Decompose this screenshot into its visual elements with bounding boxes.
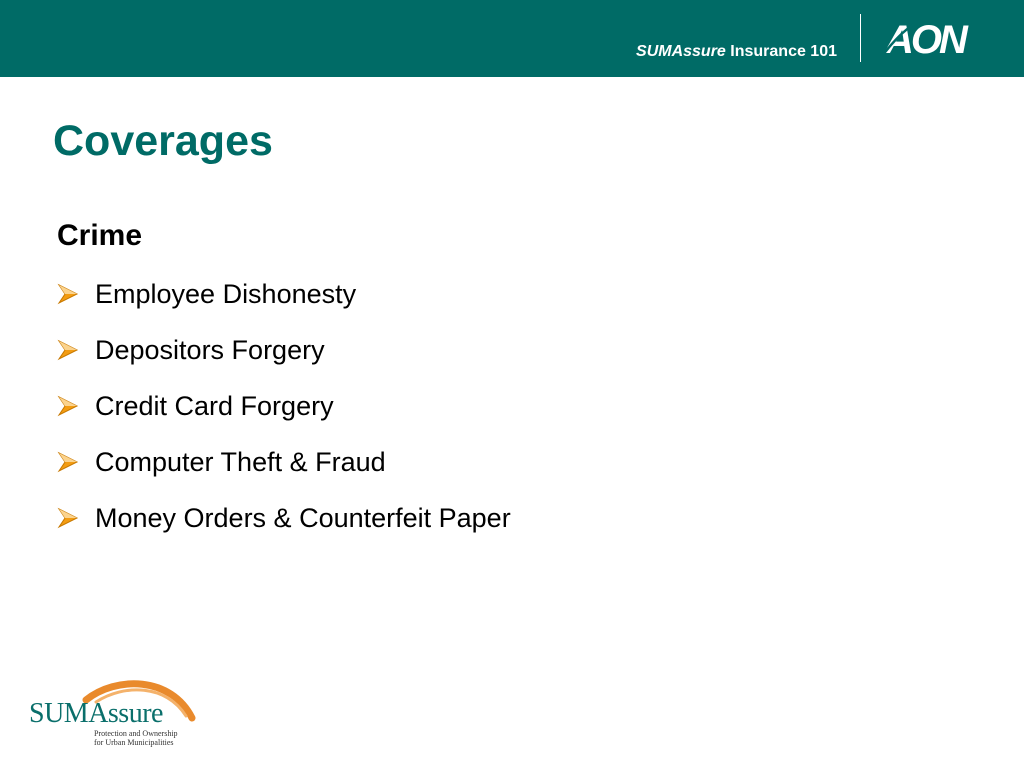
page-title: Coverages xyxy=(53,117,273,165)
bullet-text: Money Orders & Counterfeit Paper xyxy=(95,503,511,533)
sumassure-logo xyxy=(26,678,196,750)
bullet-text: Computer Theft & Fraud xyxy=(95,447,386,477)
arrowhead-bullet-icon xyxy=(57,451,79,473)
header-bar xyxy=(0,0,1024,77)
bullet-text: Depositors Forgery xyxy=(95,335,325,365)
arrowhead-bullet-icon xyxy=(57,395,79,417)
header-course: Insurance 101 xyxy=(725,43,837,60)
list-item xyxy=(57,332,511,388)
header-brand: SUMAssure xyxy=(636,43,726,60)
bullet-text: Employee Dishonesty xyxy=(95,279,357,309)
logo-tagline xyxy=(94,729,178,747)
header-title xyxy=(636,43,837,61)
arrowhead-bullet-icon xyxy=(57,339,79,361)
bullet-list xyxy=(57,276,511,556)
logo-wordmark: SUMAssure xyxy=(29,698,163,729)
list-item xyxy=(57,444,511,500)
list-item xyxy=(57,276,511,332)
arrowhead-bullet-icon xyxy=(57,507,79,529)
logo-tagline-line2: for Urban Municipalities xyxy=(94,738,174,747)
arrowhead-bullet-icon xyxy=(57,283,79,305)
list-item xyxy=(57,388,511,444)
aon-logo-text: AON xyxy=(885,18,965,60)
header-divider xyxy=(860,14,861,62)
section-heading: Crime xyxy=(57,219,143,252)
list-item xyxy=(57,500,511,556)
aon-logo xyxy=(878,16,972,60)
logo-tagline-line1: Protection and Ownership xyxy=(94,729,178,738)
bullet-text: Credit Card Forgery xyxy=(95,391,334,421)
